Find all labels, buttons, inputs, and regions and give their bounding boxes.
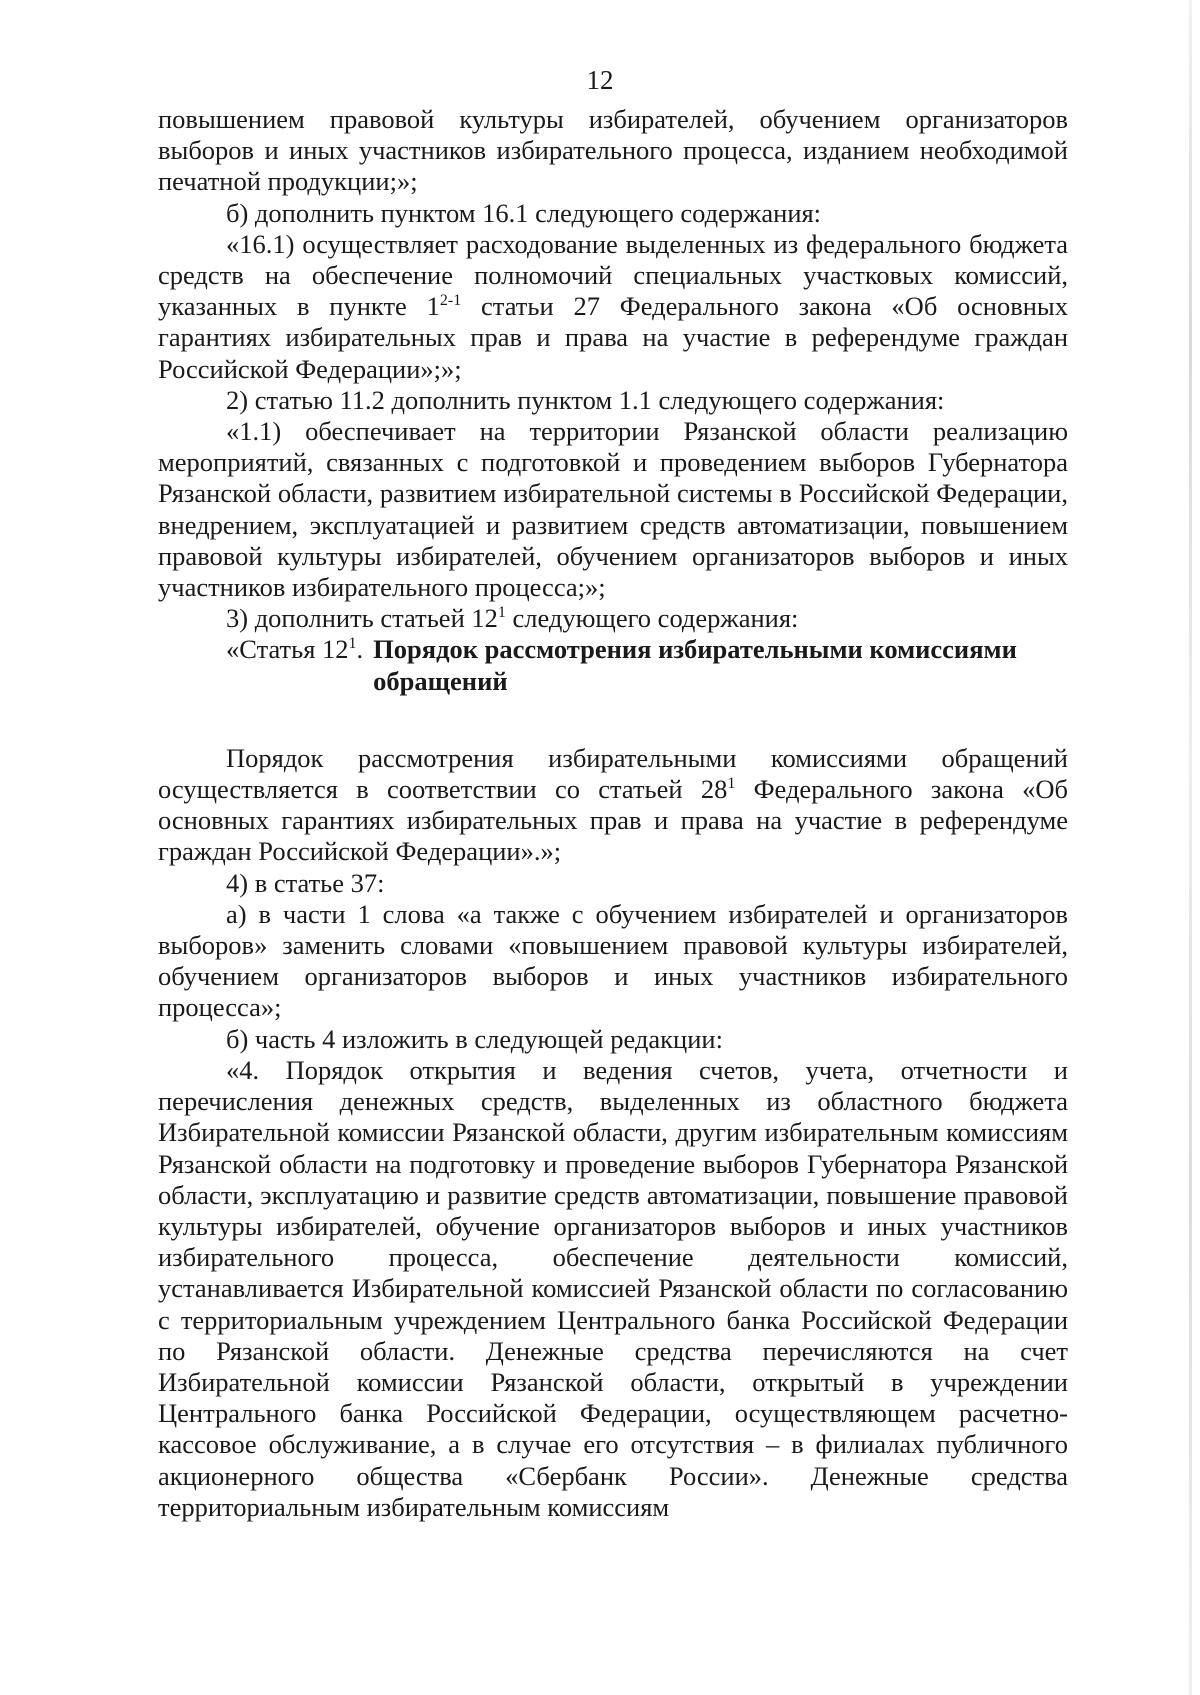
paragraph-amendment-3 <box>158 603 1068 634</box>
article-heading-prefix-end: . <box>356 634 364 665</box>
amendment-3-text-start: 3) дополнить статьей 12 <box>226 603 498 634</box>
paragraph-amendment-4a: а) в части 1 слова «а также с обучением избирателей и организаторов выборов» заменить словами «повышением правовой культуры избирателей, обучением организаторов выборов и иных участников избирательного процесса»; <box>158 898 1068 1023</box>
amendment-3-superscript: 1 <box>497 604 506 622</box>
article-heading-prefix <box>226 634 363 696</box>
paragraph-point-16-1 <box>158 229 1068 385</box>
article-heading-prefix-start: «Статья 12 <box>226 634 349 665</box>
paragraph-amendment-4b: б) часть 4 изложить в следующей редакции: <box>226 1023 723 1054</box>
article-heading <box>158 634 1068 696</box>
paragraph-amendment-2: 2) статью 11.2 дополнить пунктом 1.1 следующего содержания: <box>226 384 945 415</box>
paragraph-article-text <box>158 743 1068 868</box>
amendment-3-text-end: следующего содержания: <box>505 603 799 634</box>
paragraph-continuation: повышением правовой культуры избирателей, обучением организаторов выборов и иных участников избирательного процесса, изданием необходимой печатной продукции;»; <box>158 104 1068 197</box>
document-body <box>158 104 1068 1523</box>
point-16-1-text-start: «16.1) осуществляет расходование выделенных из федерального бюджета средств на обеспечение полномочий специальных участковых комиссий, указанных в пункте 1 <box>158 228 1068 322</box>
page-number: 12 <box>586 65 614 95</box>
scan-edge <box>1189 0 1192 1695</box>
article-heading-superscript: 1 <box>348 635 357 653</box>
point-16-1-superscript: 2-1 <box>439 292 462 310</box>
paragraph-part-4-text: «4. Порядок открытия и ведения счетов, учета, отчетности и перечисления денежных средств, выделенных из областного бюджета Избирательной комиссии Рязанской области, другим избирательным комиссиям Рязанской области на подготовку и проведение выборов Губернатора Рязанской области, эксплуатацию и развитие средств автоматизации, повышение правовой культуры избирателей, обучение организаторов выборов и иных участников избирательного процесса, обеспечение деятельности комиссий, устанавливается Избирательной комиссией Рязанской области по согласованию с территориальным учреждением Центрального банка Российской Федерации по Рязанской области. Денежные средства перечисляются на счет Избирательной комиссии Рязанской области, открытый в учреждении Центрального банка Российской Федерации, осуществляющем расчетно-кассовое обслуживание, а в случае его отсутствия – в филиалах публичного акционерного общества «Сбербанк России». Денежные средства территориальным избирательным комиссиям <box>158 1054 1068 1522</box>
article-text-start: Порядок рассмотрения избирательными комиссиями обращений осуществляется в соответствии со статьей 28 <box>158 742 1068 805</box>
article-text-superscript: 1 <box>727 775 736 793</box>
article-heading-title: Порядок рассмотрения избирательными комиссиями обращений <box>373 634 1017 696</box>
paragraph-point-1-1: «1.1) обеспечивает на территории Рязанской области реализацию мероприятий, связанных с подготовкой и проведением выборов Губернатора Рязанской области, развитием избирательной системы в Российской Федерации, внедрением, эксплуатацией и развитием средств автоматизации, повышением правовой культуры избирателей, обучением организаторов выборов и иных участников избирательного процесса;»; <box>158 416 1068 603</box>
article-text-end: Федерального закона «Об основных гарантиях избирательных прав и права на участие в референдуме граждан Российской Федерации».»; <box>158 774 1068 867</box>
paragraph-amendment-4: 4) в статье 37: <box>226 867 385 898</box>
paragraph-amendment-b: б) дополнить пунктом 16.1 следующего содержания: <box>226 197 822 228</box>
point-16-1-text-end: статьи 27 Федерального закона «Об основных гарантиях избирательных прав и права на участие в референдуме граждан Российской Федерации»;»; <box>158 291 1068 384</box>
